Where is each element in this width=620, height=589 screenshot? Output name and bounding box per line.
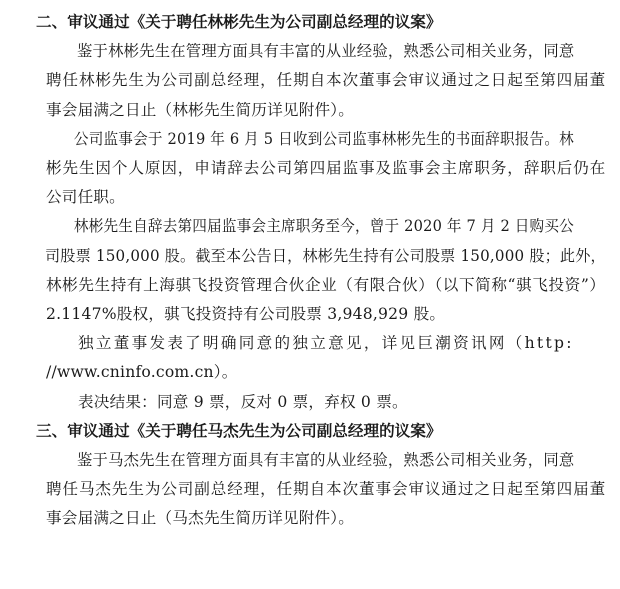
- paragraph: [14, 37, 606, 125]
- text-line: 聘任林彬先生为公司副总经理，任期自本次董事会审议通过之日起至第四届董: [46, 71, 607, 90]
- paragraph: [14, 446, 606, 534]
- section-heading: 三、审议通过《关于聘任马杰先生为公司副总经理的议案》: [36, 421, 442, 440]
- text-line: 聘任马杰先生为公司副总经理，任期自本次董事会审议通过之日起至第四届董: [46, 480, 607, 499]
- text-line: 事会届满之日止（林彬先生简历详见附件）。: [46, 100, 355, 119]
- paragraph: [14, 125, 606, 213]
- vote-result: [14, 388, 606, 417]
- text-line: 公司任职。: [46, 188, 125, 207]
- paragraph: [14, 329, 606, 387]
- text-line: 独立董事发表了明确同意的独立意见，详见巨潮资讯网（http:: [78, 334, 574, 353]
- text-line: //www.cninfo.com.cn）。: [46, 363, 238, 382]
- text-line: 司股票 150,000 股。截至本公告日，林彬先生持有公司股票 150,000 股；此外，: [45, 246, 606, 265]
- text-line: 林彬先生自辞去第四届监事会主席职务至今，曾于 2020 年 7 月 2 日购买公: [73, 217, 574, 236]
- text-line: 林彬先生持有上海骐飞投资管理合伙企业（有限合伙）（以下简称“骐飞投资”）: [46, 275, 606, 294]
- paragraph: [14, 212, 606, 329]
- text-line: 彬先生因个人原因，申请辞去公司第四届监事及监事会主席职务，辞职后仍在: [46, 159, 607, 178]
- section-heading: 二、审议通过《关于聘任林彬先生为公司副总经理的议案》: [36, 13, 442, 31]
- text-line: 表决结果：同意 9 票，反对 0 票，弃权 0 票。: [78, 392, 408, 411]
- text-line: 公司监事会于 2019 年 6 月 5 日收到公司监事林彬先生的书面辞职报告。林: [73, 129, 574, 148]
- text-line: 事会届满之日止（马杰先生简历详见附件）。: [46, 509, 355, 528]
- text-line: 2.1147%股权，骐飞投资持有公司股票 3,948,929 股。: [46, 305, 446, 324]
- text-line: 鉴于林彬先生在管理方面具有丰富的从业经验，熟悉公司相关业务，同意: [76, 42, 575, 61]
- text-line: 鉴于马杰先生在管理方面具有丰富的从业经验，熟悉公司相关业务，同意: [76, 451, 575, 470]
